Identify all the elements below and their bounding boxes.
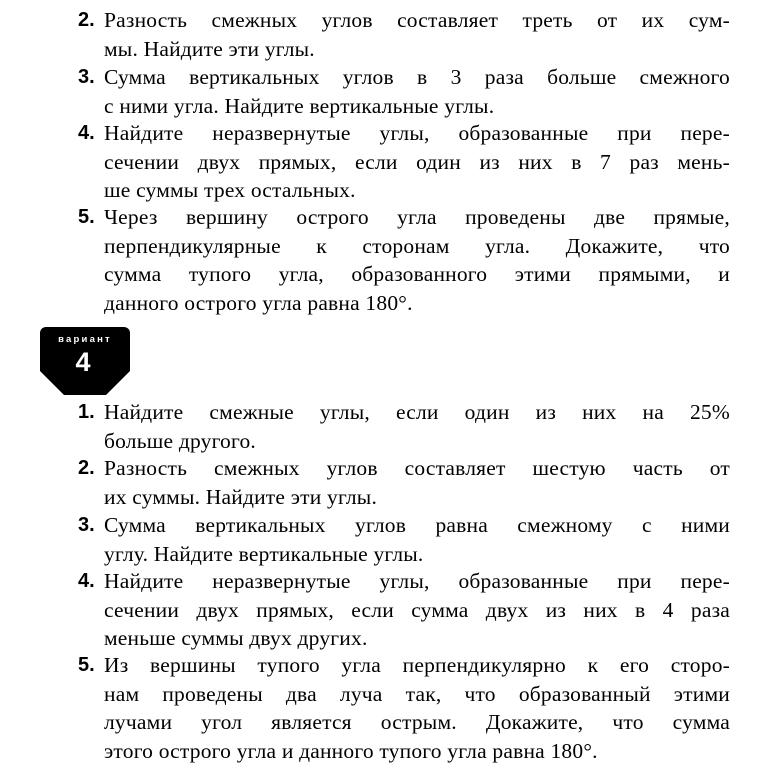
task-text-line: больше другого. bbox=[104, 428, 257, 453]
task-number: 3. bbox=[78, 66, 95, 88]
task-text-line: Разность смежных углов составляет шестую часть от bbox=[104, 456, 730, 480]
task-text-line: нам проведены два луча так, что образованный этими bbox=[104, 681, 730, 706]
task-text-line: сумма тупого угла, образованного этими прямыми, и bbox=[104, 262, 730, 286]
variant-number: 4 bbox=[75, 347, 91, 377]
task-text-line: Из вершины тупого угла перпендикулярно к его сторо- bbox=[104, 653, 730, 677]
task-text-line: сечении двух прямых, если сумма двух из них в 4 раза bbox=[104, 597, 730, 622]
task-text-line: перпендикулярные к сторонам угла. Докажите, что bbox=[104, 233, 730, 258]
task-number: 2. bbox=[78, 457, 95, 479]
task-number: 5. bbox=[78, 654, 95, 676]
task-text-line: их суммы. Найдите эти углы. bbox=[104, 484, 378, 509]
task-number: 4. bbox=[78, 122, 95, 144]
variant-label: вариант bbox=[58, 334, 112, 345]
task-text-line: Сумма вертикальных углов равна смежному с ними bbox=[104, 513, 730, 537]
task-text-line: данного острого угла равна 180°. bbox=[104, 290, 413, 315]
task-text-line: этого острого угла и данного тупого угла равна 180°. bbox=[104, 738, 598, 763]
task-number: 1. bbox=[78, 401, 95, 423]
task-text-line: сечении двух прямых, если один из них в 7 раз мень- bbox=[104, 149, 730, 174]
task-text-line: Разность смежных углов составляет треть от их сум- bbox=[104, 8, 730, 32]
task-text-line: Сумма вертикальных углов в 3 раза больше смежного bbox=[104, 65, 730, 89]
variant-badge bbox=[40, 327, 130, 395]
task-text-line: Найдите смежные углы, если один из них на 25% bbox=[104, 400, 730, 424]
task-number: 3. bbox=[78, 514, 95, 536]
task-number: 2. bbox=[78, 9, 95, 31]
task-number: 5. bbox=[78, 206, 95, 228]
task-text-line: Через вершину острого угла проведены две прямые, bbox=[104, 205, 730, 229]
task-text-line: Найдите неразвернутые углы, образованные при пере- bbox=[104, 121, 730, 145]
task-text-line: Найдите неразвернутые углы, образованные при пере- bbox=[104, 569, 730, 593]
task-text-line: лучами угол является острым. Докажите, что сумма bbox=[104, 710, 730, 734]
task-text-line: ше суммы трех остальных. bbox=[104, 178, 356, 202]
task-text-line: с ними угла. Найдите вертикальные углы. bbox=[104, 93, 495, 118]
task-number: 4. bbox=[78, 570, 95, 592]
task-text-line: меньше суммы двух других. bbox=[104, 626, 368, 650]
task-text-line: углу. Найдите вертикальные углы. bbox=[104, 541, 424, 566]
task-text-line: мы. Найдите эти углы. bbox=[104, 36, 315, 61]
